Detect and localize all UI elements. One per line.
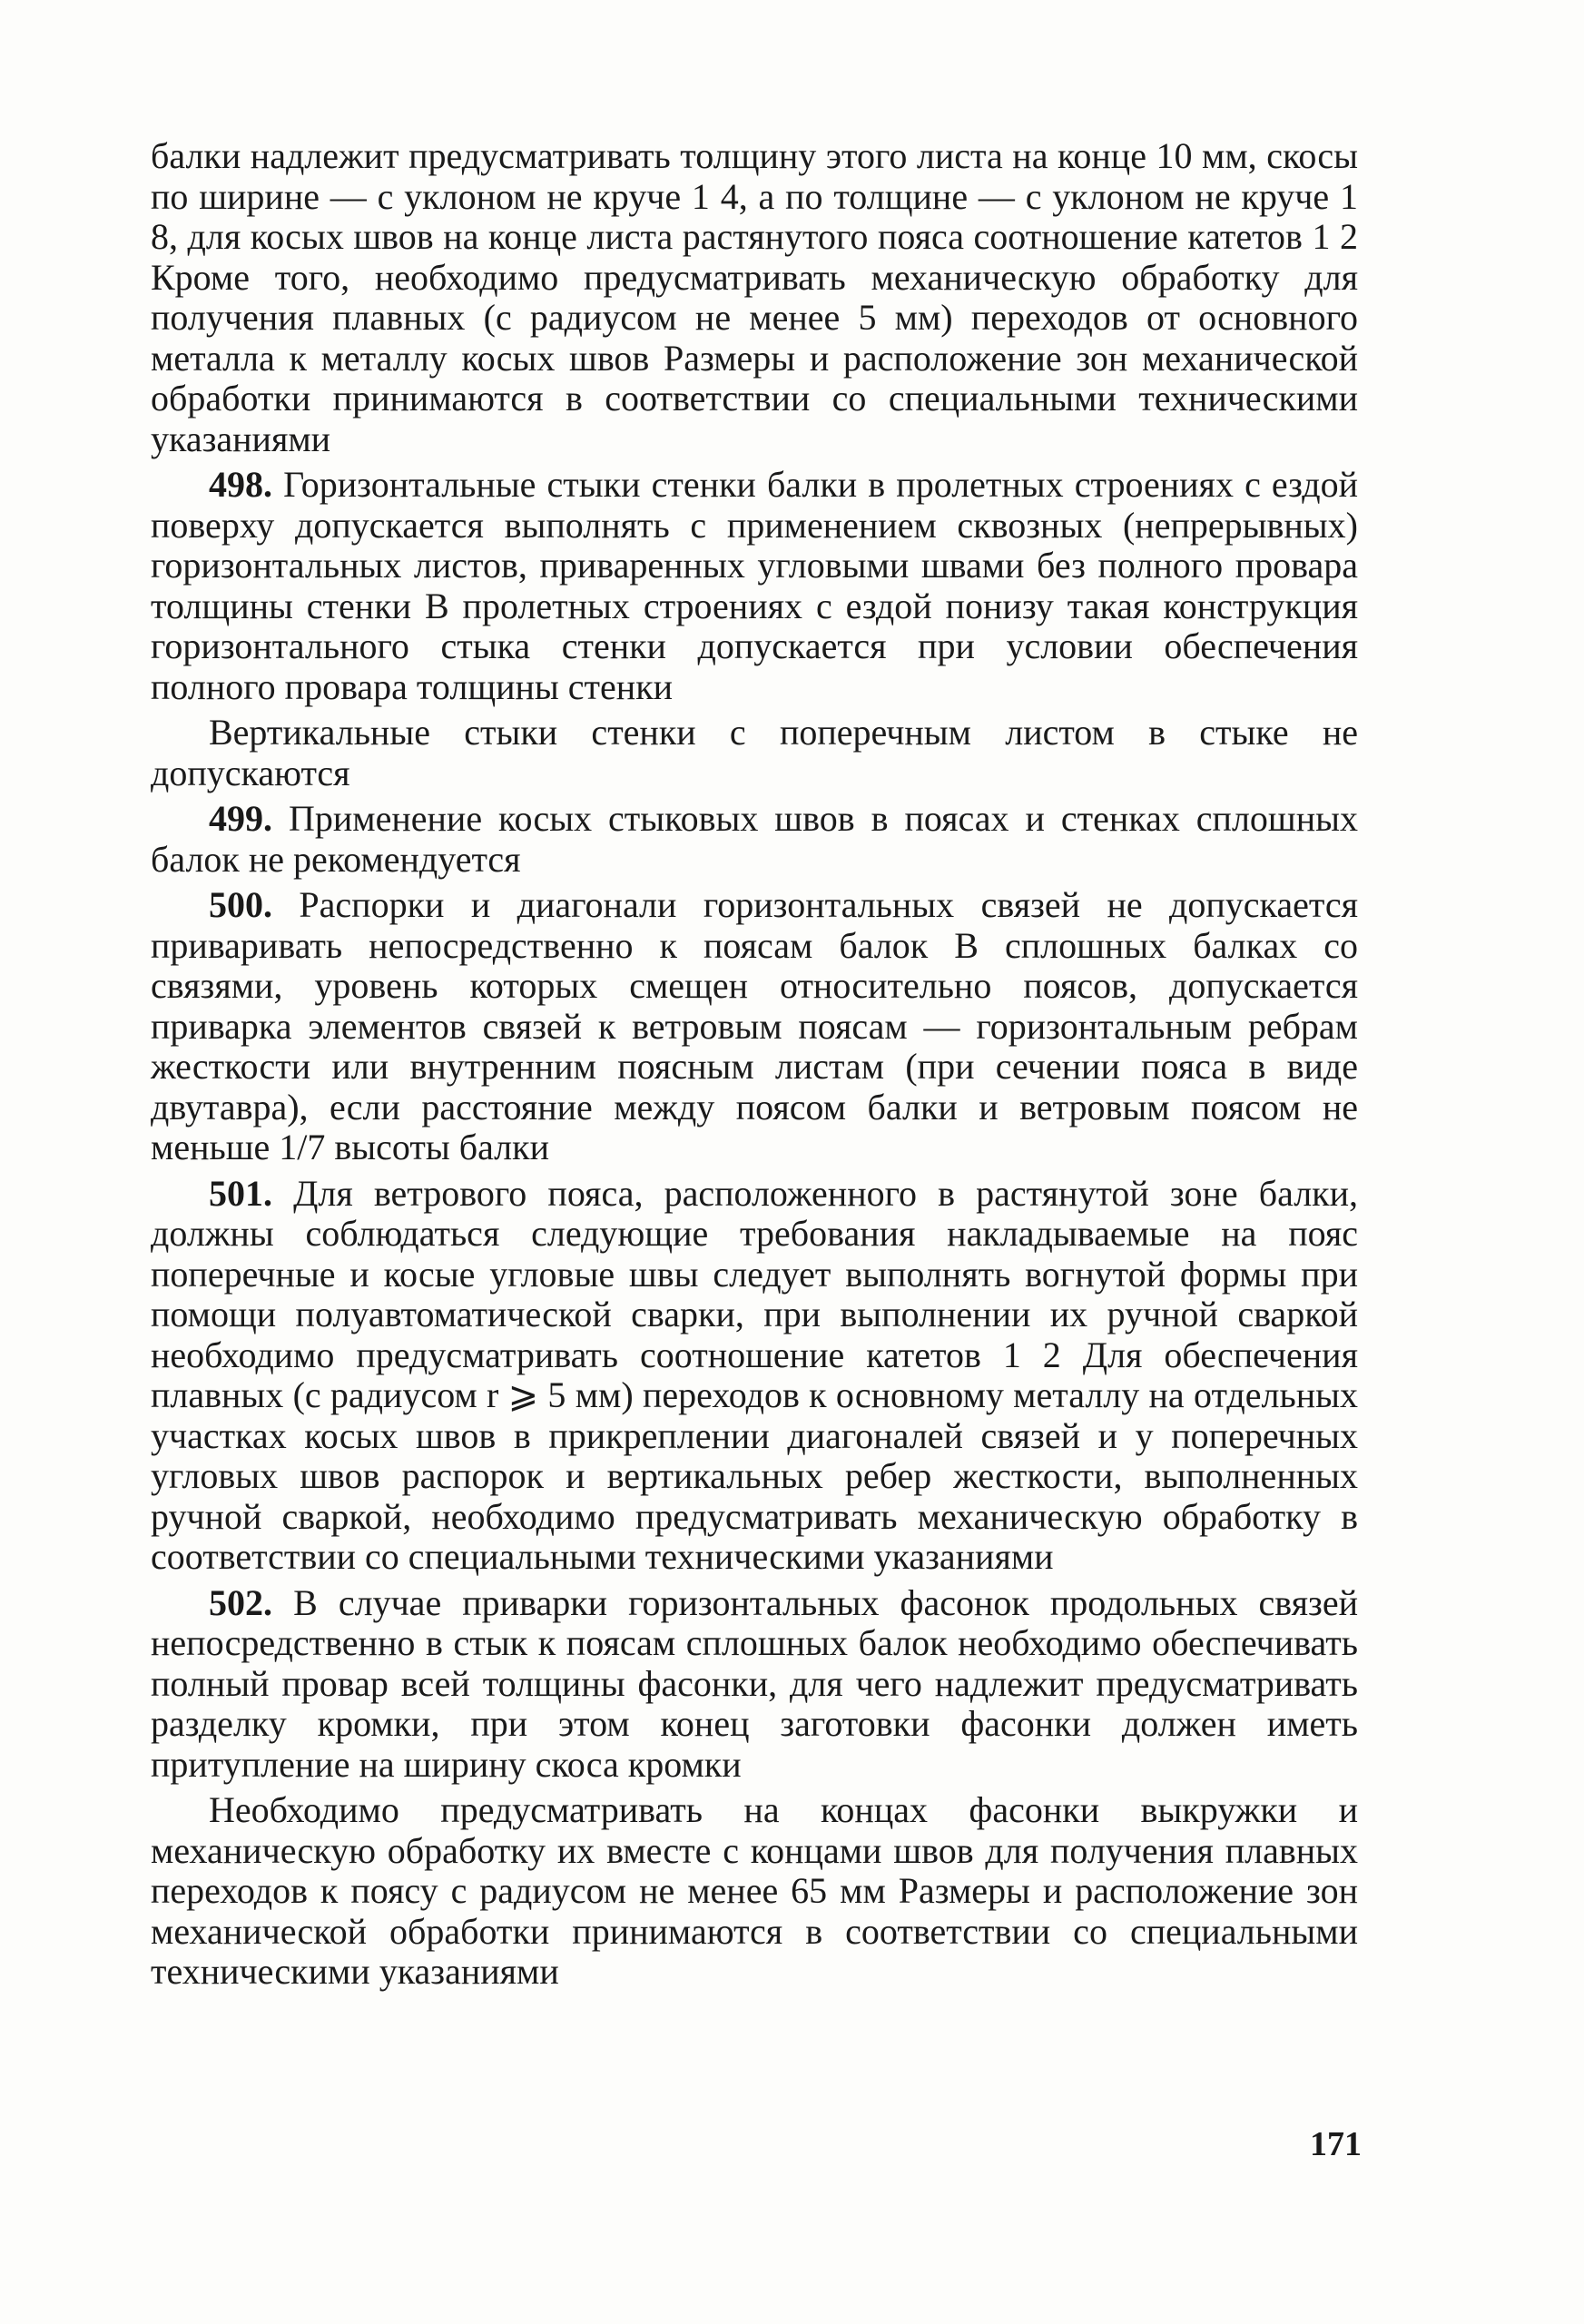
paragraph-text: Необходимо предусматривать на концах фасонки выкружки и механическую обработку их вместе с концами швов для получения плавных переходов к поясу с радиусом не менее 65 мм Размеры и расположение зон механической обработки принимаются в соответствии со специальными техническими указаниями [151, 1789, 1358, 1992]
body-text [151, 136, 1358, 1998]
paragraph-text: В случае приварки горизонтальных фасонок продольных связей непосредственно в стык к поясам сплошных балок необходимо обеспечивать полный провар всей толщины фасонки, для чего надлежит предусматривать разделку кромки, при этом конец заготовки фасонки должен иметь притупление на ширину скоса кромки [151, 1581, 1359, 1785]
paragraph-text: Горизонтальные стыки стенки балки в пролетных строениях с ездой поверху допускается выполнять с применением сквозных (непрерывных) горизонтальных листов, приваренных угловыми швами без полного провара толщины стенки В пролетных строениях с ездой понизу такая конструкция горизонтального стыка стенки допускается при условии обеспечения полного провара толщины стенки [151, 464, 1359, 707]
paragraph-498 [151, 465, 1358, 707]
paragraph-498-continued [151, 713, 1358, 793]
paragraph-text: Для ветрового пояса, расположенного в растянутой зоне балки, должны соблюдаться следующие требования накладываемые на пояс поперечные и косые угловые швы следует выполнять вогнутой формы при помощи полуавтоматической сварки, при выполнении их ручной сваркой необходимо предусматривать соотношение катетов 1 2 Для обеспечения плавных (с радиусом r ⩾ 5 мм) переходов к основному металлу на отдельных участках косых швов в прикреплении диагоналей связей и у поперечных угловых швов распорок и вертикальных ребер жесткости, выполненных ручной сваркой, необходимо предусматривать механическую обработку в соответствии со специальными техническими указаниями [151, 1172, 1359, 1577]
paragraph-502 [151, 1583, 1358, 1786]
paragraph-number: 499. [209, 798, 272, 839]
paragraph-499 [151, 799, 1358, 880]
paragraph-text: Вертикальные стыки стенки с поперечным листом в стыке не допускаются [151, 712, 1358, 793]
page-number: 171 [1310, 2125, 1362, 2163]
paragraph-number: 498. [209, 464, 272, 505]
paragraph-continuation [151, 136, 1358, 459]
paragraph-number: 500. [209, 884, 272, 925]
paragraph-500 [151, 885, 1358, 1168]
paragraph-text: Распорки и диагонали горизонтальных связей не допускается приваривать непосредственно к поясам балок В сплошных балках со связями, уровень которых смещен относительно поясов, допускается приварка элементов связей к ветровым поясам — горизонтальным ребрам жесткости или внутренним поясным листам (при сечении пояса в виде двутавра), если расстояние между поясом балки и ветровым поясом не меньше 1/7 высоты балки [151, 884, 1358, 1167]
paragraph-502-continued [151, 1790, 1358, 1993]
paragraph-number: 502. [209, 1581, 272, 1623]
paragraph-text: балки надлежит предусматривать толщину этого листа на конце 10 мм, скосы по ширине — с уклоном не круче 1 4, а по толщине — с уклоном не круче 1 8, для косых швов на конце листа растянутого пояса соотношение катетов 1 2 Кроме того, необходимо предусматривать механическую обработку для получения плавных (с радиусом не менее 5 мм) переходов от основного металла к металлу косых швов Размеры и расположение зон механической обработки принимаются в соответствии со специальными техническими указаниями [151, 135, 1358, 459]
paragraph-text: Применение косых стыковых швов в поясах и стенках сплошных балок не рекомендуется [151, 798, 1359, 880]
paragraph-number: 501. [209, 1172, 272, 1214]
paragraph-501 [151, 1174, 1358, 1578]
